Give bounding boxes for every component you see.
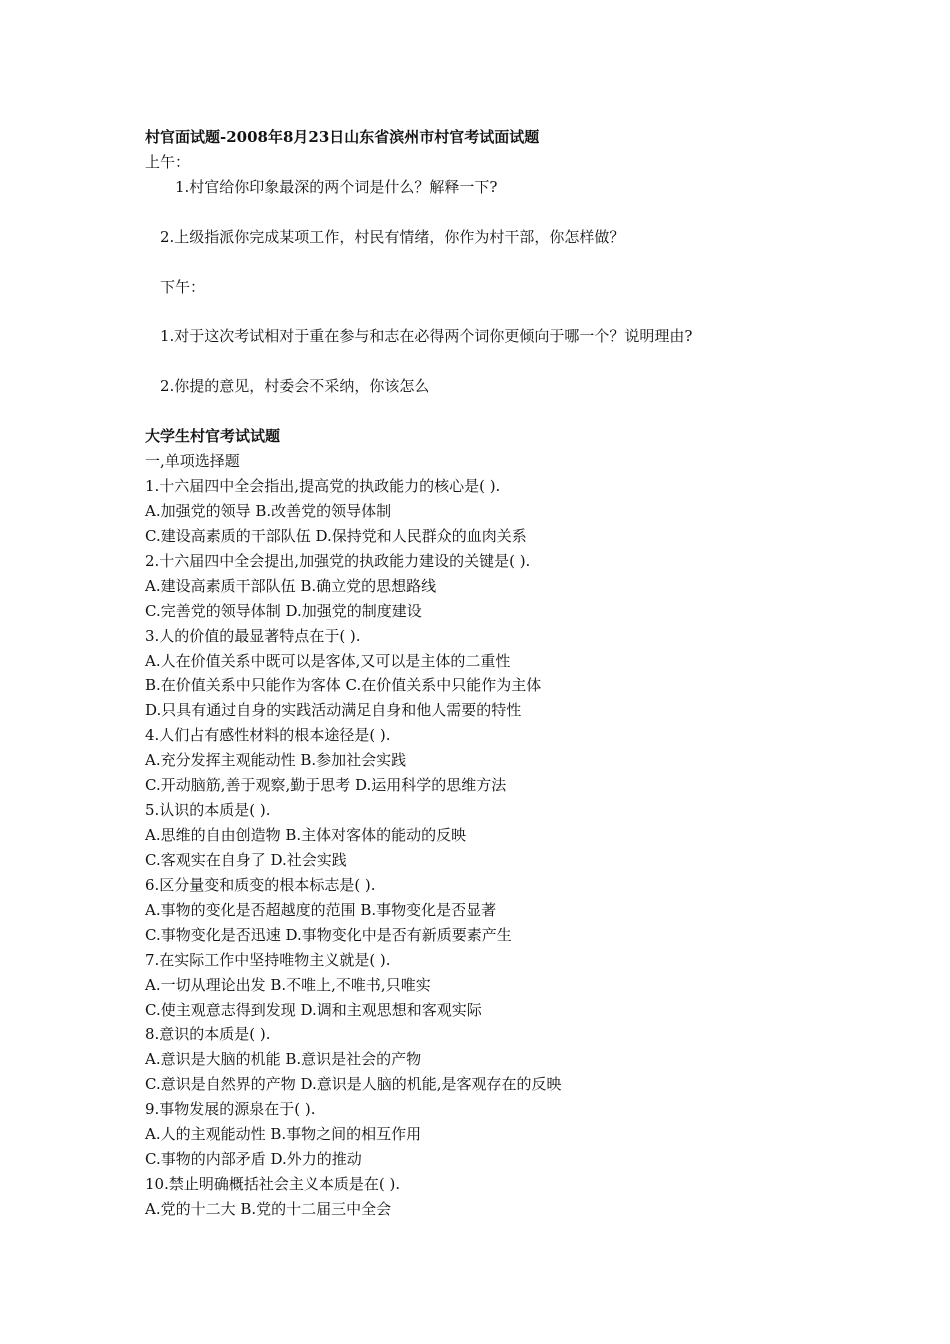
question-line: C.完善党的领导体制 D.加强党的制度建设 [145, 602, 422, 620]
question-line: 8.意识的本质是( ). [145, 1025, 271, 1043]
question-line: A.事物的变化是否超越度的范围 B.事物变化是否显著 [145, 901, 497, 919]
question-line: A.建设高素质干部队伍 B.确立党的思想路线 [145, 577, 437, 595]
question-line: A.人的主观能动性 B.事物之间的相互作用 [145, 1125, 422, 1143]
afternoon-label: 下午： [160, 278, 206, 296]
morning-question-1: 1.村官给你印象最深的两个词是什么？解释一下? [175, 178, 498, 196]
question-line: C.开动脑筋,善于观察,勤于思考 D.运用科学的思维方法 [145, 776, 507, 794]
question-line: 2.十六届四中全会提出,加强党的执政能力建设的关键是( ). [145, 552, 531, 570]
question-line: C.意识是自然界的产物 D.意识是人脑的机能,是客观存在的反映 [145, 1075, 562, 1093]
question-line: A.人在价值关系中既可以是客体,又可以是主体的二重性 [145, 652, 511, 670]
question-line: C.使主观意志得到发现 D.调和主观思想和客观实际 [145, 1001, 482, 1019]
afternoon-question-1: 1.对于这次考试相对于重在参与和志在必得两个词你更倾向于哪一个？说明理由? [160, 327, 693, 345]
question-line: B.在价值关系中只能作为客体 C.在价值关系中只能作为主体 [145, 676, 542, 694]
section2-title: 大学生村官考试试题 [145, 427, 281, 445]
part-label: 一,单项选择题 [145, 452, 240, 470]
question-line: A.充分发挥主观能动性 B.参加社会实践 [145, 751, 407, 769]
question-line: C.客观实在自身了 D.社会实践 [145, 851, 347, 869]
question-line: C.事物变化是否迅速 D.事物变化中是否有新质要素产生 [145, 926, 512, 944]
question-line: 1.十六届四中全会指出,提高党的执政能力的核心是( ). [145, 477, 501, 495]
question-line: 9.事物发展的源泉在于( ). [145, 1100, 316, 1118]
question-line: 5.认识的本质是( ). [145, 801, 271, 819]
question-line: 7.在实际工作中坚持唯物主义就是( ). [145, 951, 391, 969]
question-line: A.意识是大脑的机能 B.意识是社会的产物 [145, 1050, 422, 1068]
afternoon-question-2: 2.你提的意见，村委会不采纳，你该怎么 [160, 377, 430, 395]
question-line: C.事物的内部矛盾 D.外力的推动 [145, 1150, 362, 1168]
question-line: A.加强党的领导 B.改善党的领导体制 [145, 502, 392, 520]
question-line: 3.人的价值的最显著特点在于( ). [145, 627, 361, 645]
question-line: 6.区分量变和质变的根本标志是( ). [145, 876, 376, 894]
question-line: C.建设高素质的干部队伍 D.保持党和人民群众的血肉关系 [145, 527, 527, 545]
morning-question-2: 2.上级指派你完成某项工作，村民有情绪，你作为村干部，你怎样做？ [160, 228, 625, 246]
section1-title: 村官面试题-2008年8月23日山东省滨州市村官考试面试题 [145, 128, 540, 146]
question-line: 4.人们占有感性材料的根本途径是( ). [145, 726, 391, 744]
question-line: D.只具有通过自身的实践活动满足自身和他人需要的特性 [145, 701, 522, 719]
question-line: 10.禁止明确概括社会主义本质是在( ). [145, 1175, 401, 1193]
question-line: A.思维的自由创造物 B.主体对客体的能动的反映 [145, 826, 467, 844]
question-line: A.党的十二大 B.党的十二届三中全会 [145, 1200, 392, 1218]
question-line: A.一切从理论出发 B.不唯上,不唯书,只唯实 [145, 976, 431, 994]
morning-label: 上午： [145, 153, 191, 171]
